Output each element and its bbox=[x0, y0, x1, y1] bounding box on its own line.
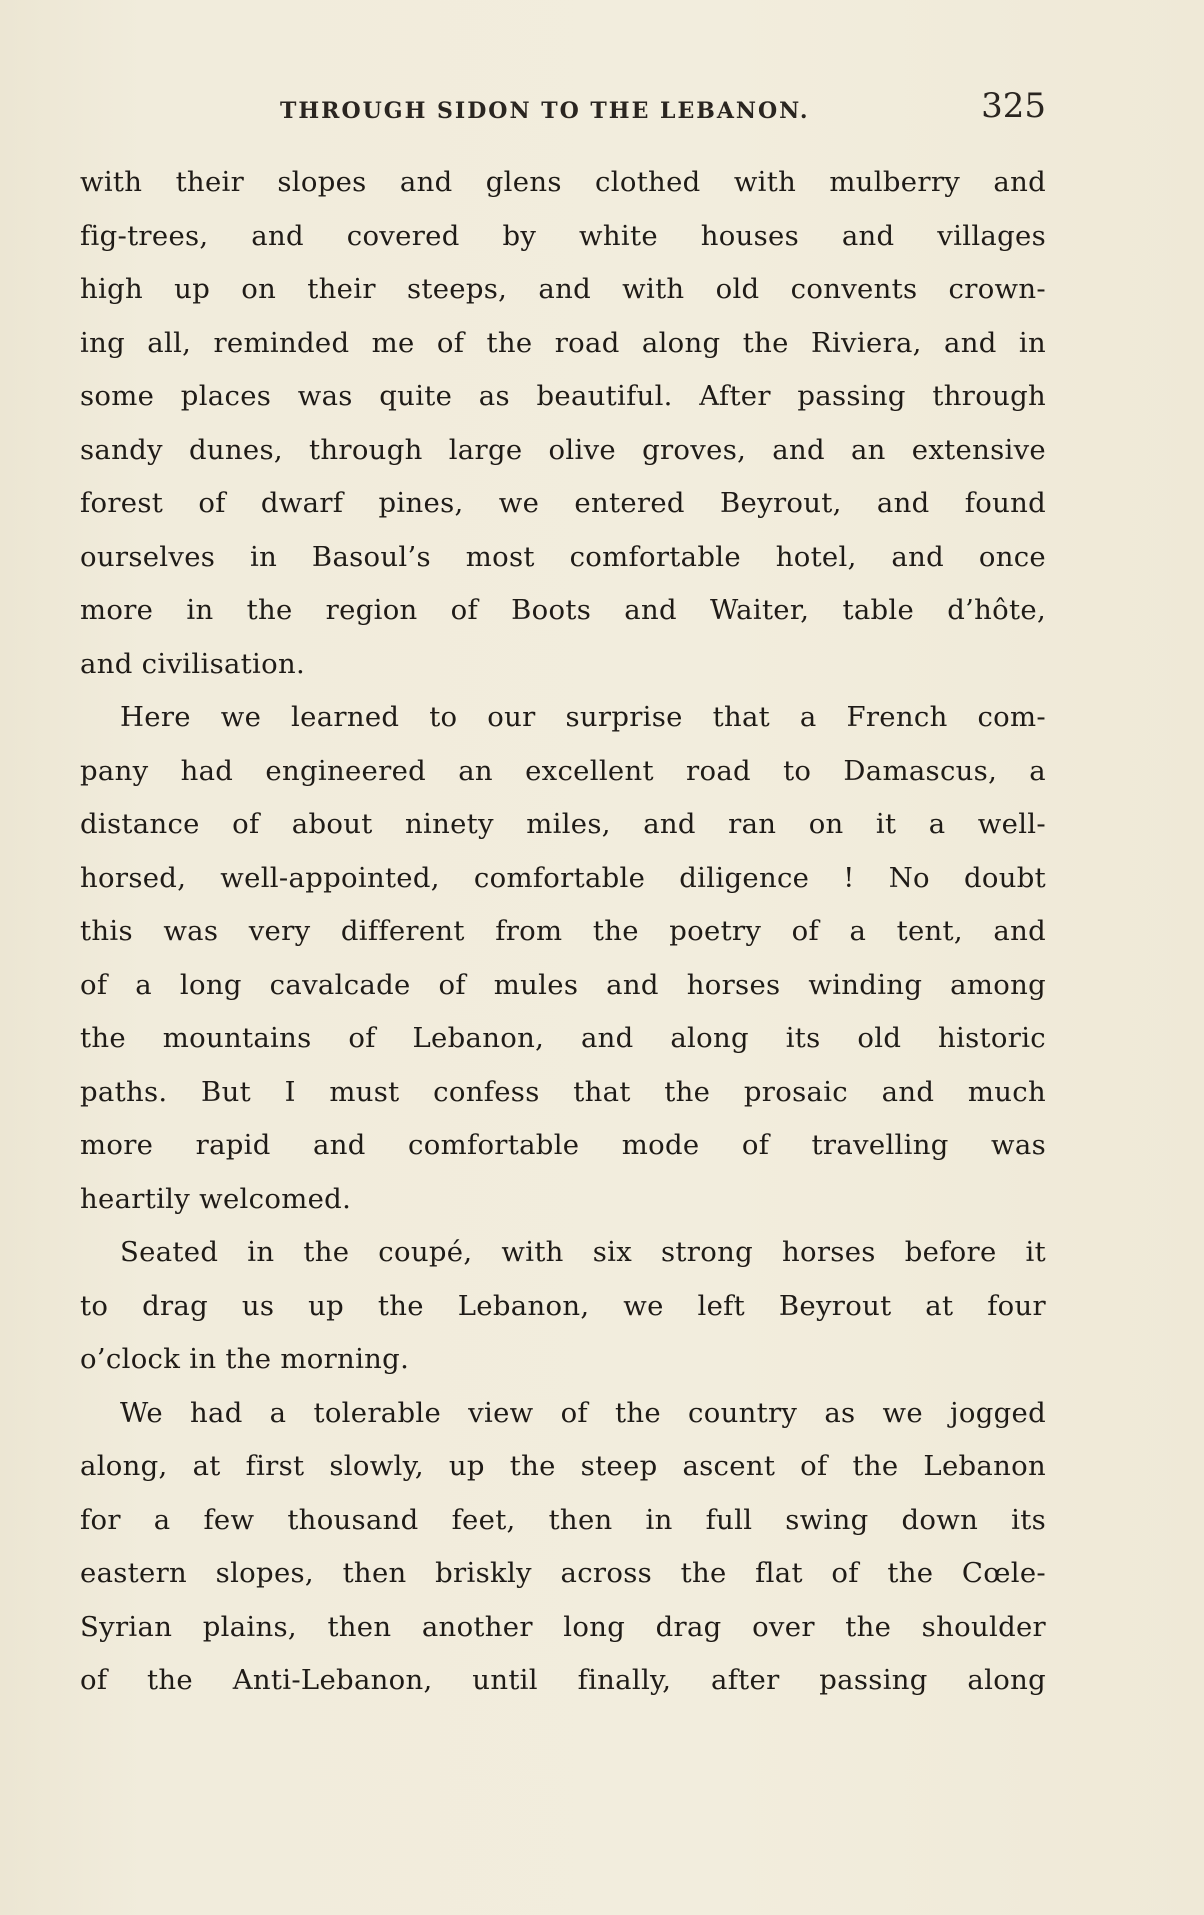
text-line: ourselves in Basoul’s most comfortable hotel, and once bbox=[80, 540, 1046, 573]
text-line: horsed, well-appointed, comfortable diligence ! No doubt bbox=[80, 861, 1046, 894]
text-line: paths. But I must confess that the prosaic and much bbox=[80, 1075, 1046, 1108]
text-line: and civilisation. bbox=[80, 647, 306, 680]
text-line: heartily welcomed. bbox=[80, 1182, 352, 1215]
page-number: 325 bbox=[981, 86, 1046, 126]
running-title: THROUGH SIDON TO THE LEBANON. bbox=[280, 98, 810, 124]
text-line: along, at first slowly, up the steep ascent of the Lebanon bbox=[80, 1450, 1046, 1482]
paragraph-3 bbox=[80, 1226, 1046, 1387]
text-line: sandy dunes, through large olive groves, and an extensive bbox=[80, 433, 1046, 466]
text-line: of the Anti-Lebanon, until finally, after passing along bbox=[80, 1664, 1046, 1696]
body-text bbox=[80, 156, 1046, 1708]
text-line: more in the region of Boots and Waiter, table d’hôte, bbox=[80, 594, 1046, 626]
text-line: this was very different from the poetry of a tent, and bbox=[80, 915, 1046, 947]
paragraph-2 bbox=[80, 691, 1046, 1226]
text-line: to drag us up the Lebanon, we left Beyrout at four bbox=[80, 1289, 1046, 1322]
text-line: o’clock in the morning. bbox=[80, 1343, 410, 1375]
text-line: the mountains of Lebanon, and along its old historic bbox=[80, 1022, 1046, 1054]
text-line: We had a tolerable view of the country as we jogged bbox=[120, 1396, 1046, 1429]
text-line: Seated in the coupé, with six strong horses before it bbox=[120, 1236, 1046, 1268]
text-line: pany had engineered an excellent road to Damascus, a bbox=[80, 754, 1046, 787]
paragraph-4 bbox=[80, 1387, 1046, 1708]
text-line: distance of about ninety miles, and ran on it a well- bbox=[80, 808, 1046, 840]
text-line: Syrian plains, then another long drag over the shoulder bbox=[80, 1610, 1046, 1643]
text-line: Here we learned to our surprise that a French com- bbox=[120, 701, 1046, 733]
text-line: high up on their steeps, and with old convents crown- bbox=[80, 273, 1046, 305]
text-line: forest of dwarf pines, we entered Beyrout, and found bbox=[80, 487, 1046, 519]
text-line: for a few thousand feet, then in full swing down its bbox=[80, 1503, 1046, 1536]
text-line: more rapid and comfortable mode of travelling was bbox=[80, 1129, 1046, 1161]
text-line: some places was quite as beautiful. After passing through bbox=[80, 380, 1046, 412]
text-line: with their slopes and glens clothed with mulberry and bbox=[80, 166, 1046, 198]
text-line: fig-trees, and covered by white houses and villages bbox=[80, 219, 1046, 252]
text-line: ing all, reminded me of the road along the Riviera, and in bbox=[80, 326, 1046, 359]
text-line: of a long cavalcade of mules and horses winding among bbox=[80, 968, 1046, 1001]
text-line: eastern slopes, then briskly across the flat of the Cœle- bbox=[80, 1557, 1046, 1589]
paragraph-1 bbox=[80, 156, 1046, 691]
page-header bbox=[80, 86, 1046, 134]
